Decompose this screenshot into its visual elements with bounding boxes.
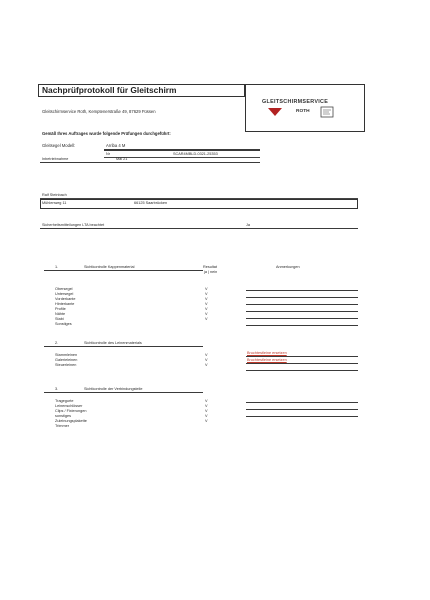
date-underline [40,162,260,163]
intro-text: Gemäß Ihres Auftrages wurde folgende Prüfungen durchgeführt: [42,131,171,136]
customer-city: 66125 Saarbrücken [134,201,168,205]
remark-line [246,290,358,291]
company-logo-sub: ROTH [296,109,310,114]
logo-box [245,84,365,132]
section2-remark-1: Bruchtestleine ersetzen [247,351,287,355]
date-value: Mai 21 [116,157,128,161]
safety-value: Ja [246,223,251,227]
section2-title: Sichtkontrolle des Leinenmaterials [84,341,142,345]
remark-line [246,409,358,410]
section3-item-6: Trimmer [55,424,69,428]
remark-line [246,318,358,319]
section2-header-rule [44,346,203,347]
section1-mark-7: V [205,317,208,321]
remarks-header: Anmerkungen [276,265,300,269]
section1-item-2: Untersegel [55,292,74,296]
section2-mark-1: V [205,353,208,357]
section3-mark-2: V [205,404,208,408]
remark-line [246,325,358,326]
section3-mark-1: V [205,399,208,403]
section2-mark-3: V [205,363,208,367]
logo-wing-icon [268,107,282,117]
section1-item-5: Profile [55,307,66,311]
section2-number: 2. [55,341,59,345]
section3-item-3: Clips / Fixierungen [55,409,87,413]
section3-item-2: Leinenschlösser [55,404,83,408]
section1-mark-6: V [205,312,208,316]
section3-item-4: sonstiges [55,414,72,418]
remark-line [246,356,358,357]
remark-line [246,363,358,364]
section1-header-rule [44,270,203,271]
remark-line [246,311,358,312]
nr-value: SCAR4MBLD-0321-25353 [173,152,218,156]
section3-item-5: Zuleinungsplakette [55,419,87,423]
section3-title: Sichtkontrolle der Verbindungsteile [84,387,143,391]
section1-item-6: Nähte [55,312,66,316]
customer-address-box [40,199,358,209]
section2-remark-2: Bruchtestleine ersetzen [247,358,287,362]
section1-mark-1: V [205,287,208,291]
section3-mark-5: V [205,419,208,423]
result-subheader: ja | nein [204,270,218,274]
nr-label: Nr [106,152,111,156]
section1-number: 1. [55,265,59,269]
section2-item-2: Galerieleinen [55,358,78,362]
remark-line [246,416,358,417]
logo-document-icon [320,106,334,118]
section3-number: 3. [55,387,59,391]
remark-line [246,304,358,305]
company-logo-text: GLEITSCHIRMSERVICE [262,99,329,105]
section2-item-3: Steuerleinen [55,363,77,367]
section3-mark-3: V [205,409,208,413]
section1-item-8: Sonstiges [55,322,72,326]
page-title: Nachprüfprotokoll für Gleitschirm [42,85,177,95]
section2-mark-2: V [205,358,208,362]
section1-mark-5: V [205,307,208,311]
section3-item-1: Tragegurte [55,399,74,403]
safety-underline [40,228,358,229]
section3-mark-4: V [205,414,208,418]
result-header: Resultat [203,265,217,269]
section1-item-7: Stabi [55,317,64,321]
section1-item-1: Obersegel [55,287,73,291]
section2-item-1: Stammleinen [55,353,78,357]
date-label: Inbetriebnahme [42,157,69,161]
service-address: Gleitschirmservice Roth, Kemptenerstraße 49, 87629 Füssen [42,109,156,114]
model-underline [104,149,260,151]
section1-mark-2: V [205,292,208,296]
model-label: Gleitsegel Modell: [42,143,76,148]
section1-item-4: Hinterkante [55,302,75,306]
remark-line [246,297,358,298]
section1-item-3: Vorderkante [55,297,76,301]
customer-street: Mühlenweg 11 [42,201,67,205]
section3-header-rule [44,392,203,393]
section1-title: Sichtkontrolle Kappenmaterial [84,265,135,269]
section1-mark-3: V [205,297,208,301]
remark-line [246,370,358,371]
model-value: Arriba 4 M [106,143,126,148]
remark-line [246,402,358,403]
customer-name: Ralf Steinbach [42,193,67,197]
section1-mark-4: V [205,302,208,306]
safety-label: Sicherheitsmitteilungen LTA beachtet [42,223,105,227]
